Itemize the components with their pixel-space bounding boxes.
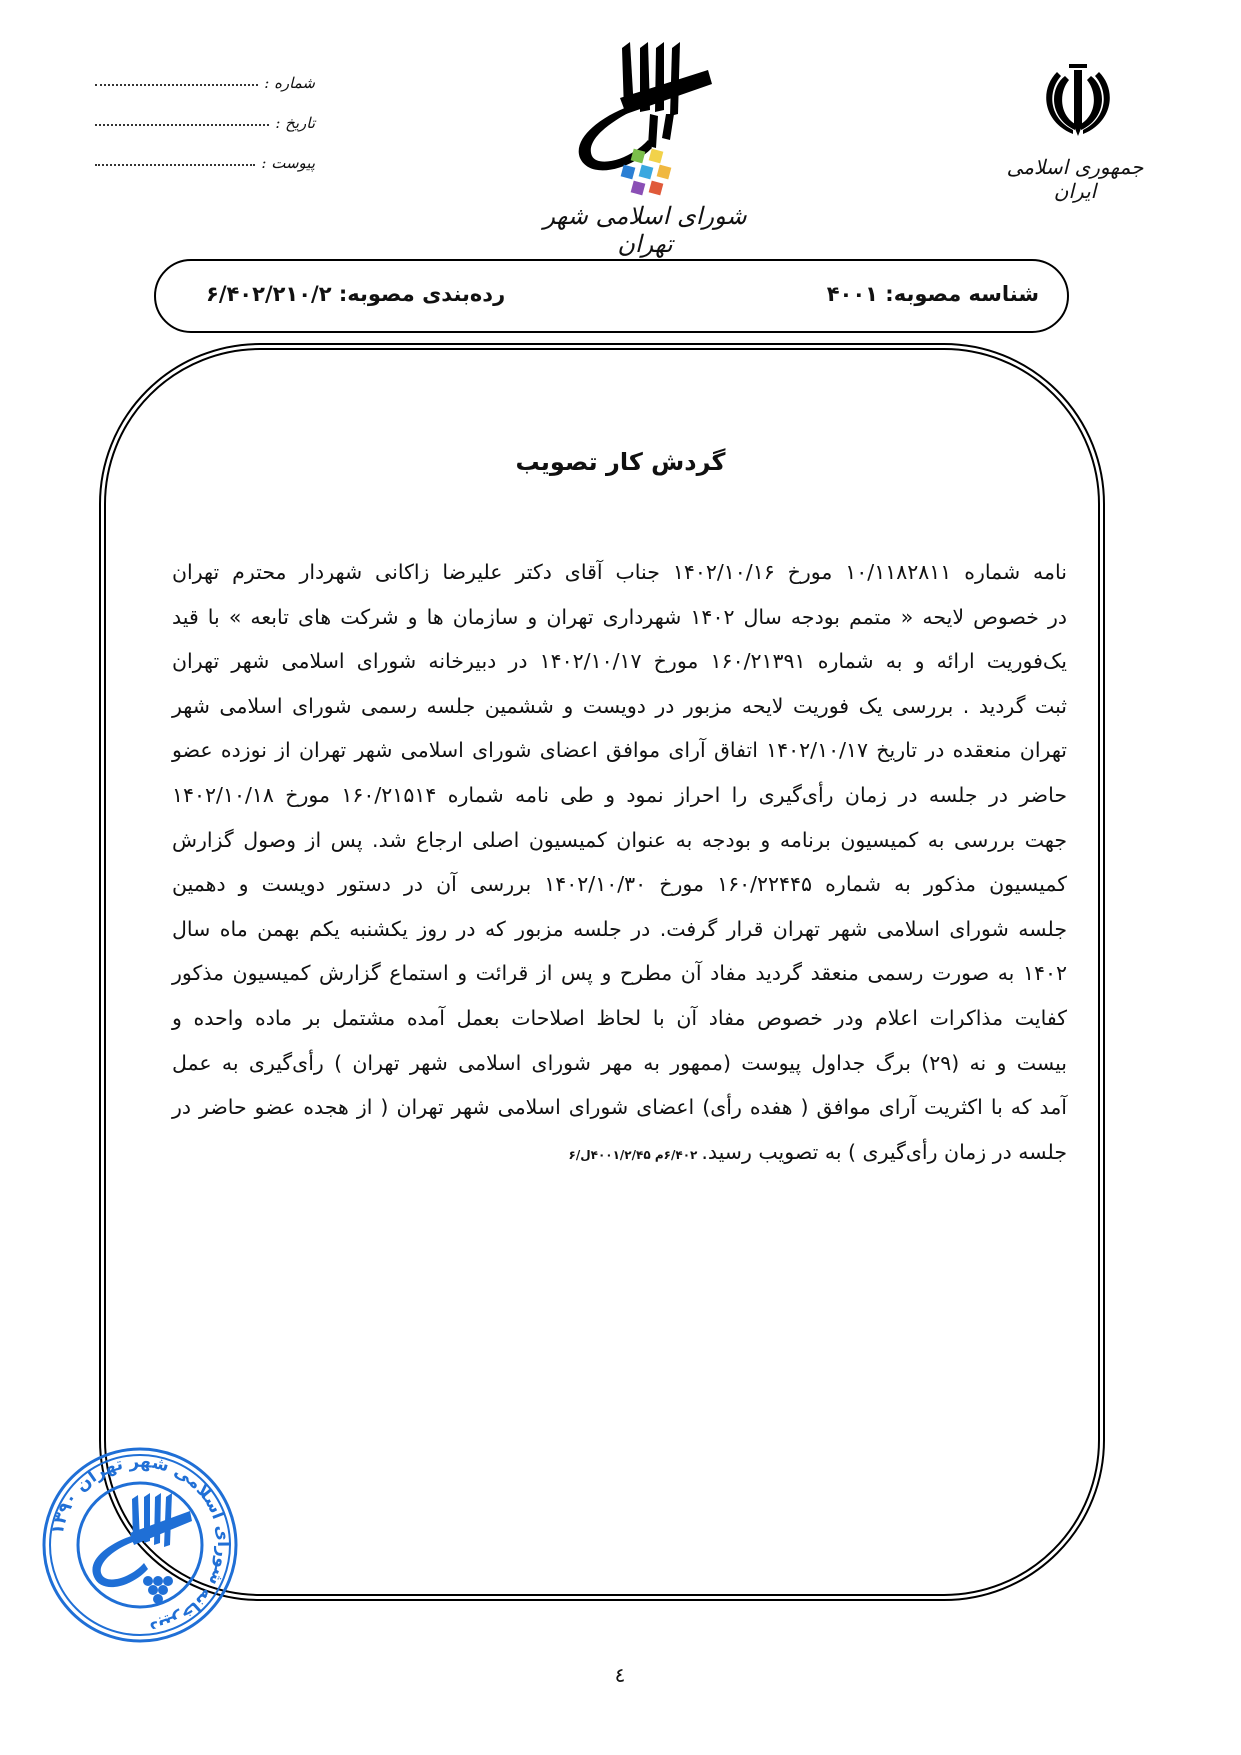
body-line: نامه شماره ۱۰/۱۱۸۲۸۱۱ مورخ ۱۴۰۲/۱۰/۱۶ جناب آقای دکتر علیرضا زاکانی شهردار محترم تهران xyxy=(172,560,1067,584)
republic-emblem-text: جمهوری اسلامی ایران xyxy=(1006,155,1144,203)
body-line: ۱۴۰۲ به صورت رسمی منعقد گردید مفاد آن مطرح و پس از قرائت و استماع گزارش کمیسیون مذکور xyxy=(172,961,1067,986)
attachment-field xyxy=(95,146,315,172)
resolution-classification: رده‌بندی مصوبه: ۶/۴۰۲/۲۱۰/۲ xyxy=(206,282,506,306)
date-label: تاریخ : xyxy=(275,114,315,132)
page-number: ٤ xyxy=(614,1663,626,1687)
body-line: حاضر در جلسه در زمان رأی‌گیری را احراز نمود و طی نامه شماره ۱۶۰/۲۱۵۱۴ مورخ ۱۴۰۲/۱۰/۱۸ xyxy=(172,782,1067,807)
resolution-info-box xyxy=(154,259,1069,333)
stamp-text xyxy=(48,1452,233,1638)
stamp-logo-icon xyxy=(92,1493,192,1604)
stamp-text-path: دبیرخانه شورای اسلامی شهر تهران ۱۳۹۰ xyxy=(47,1451,234,1638)
reference-code: ۶/۴۰۲م ۴۰۰۱/۲/۴۵ل/۶ xyxy=(568,1147,698,1162)
body-line: آمد که با اکثریت آرای موافق ( هفده رأی) اعضای شورای اسلامی شهر تهران ( از هجده عضو حاضر در xyxy=(172,1095,1067,1120)
emblem-icon xyxy=(1045,60,1111,140)
body-line: بیست و نه (۲۹) برگ جداول پیوست (ممهور به مهر شورای اسلامی شهر تهران ) رأی‌گیری به عمل xyxy=(172,1050,1067,1075)
body-line: تهران منعقده در تاریخ ۱۴۰۲/۱۰/۱۷ اتفاق آرای موافق اعضای شورای اسلامی شهر تهران از نوزده عضو xyxy=(172,738,1067,763)
attachment-label: پیوست : xyxy=(261,154,315,172)
council-logo-text: شورای اسلامی شهر تهران xyxy=(543,202,747,258)
council-logo xyxy=(530,40,760,258)
body-line: کفایت مذاکرات اعلام ودر خصوص مفاد آن با لحاظ اصلاحات بعمل آمده مشتمل بر ماده واحده و xyxy=(172,1005,1067,1030)
body-line-last-text: جلسه در زمان رأی‌گیری ) به تصویب رسید. xyxy=(701,1139,1067,1164)
number-field xyxy=(95,66,315,92)
attachment-dotted-line xyxy=(95,163,255,166)
body-line: کمیسیون مذکور به شماره ۱۶۰/۲۲۴۴۵ مورخ ۱۴۰۲/۱۰/۳۰ بررسی آن در دستور دویست و دهمین xyxy=(172,872,1067,897)
resolution-id: شناسه مصوبه: ۴۰۰۱ xyxy=(826,282,1039,306)
colored-tiles-icon xyxy=(618,148,678,200)
council-stamp xyxy=(40,1445,240,1645)
document-title: گردش کار تصویب xyxy=(515,448,726,476)
republic-emblem xyxy=(990,60,1160,203)
number-label: شماره : xyxy=(264,74,315,92)
number-dotted-line xyxy=(95,83,258,86)
body-line: در خصوص لایحه « متمم بودجه سال ۱۴۰۲ شهرداری تهران و سازمان ها و شرکت های تابعه » با قید xyxy=(172,604,1067,629)
document-body xyxy=(172,550,1067,1174)
body-line: جلسه شورای اسلامی شهر تهران قرار گرفت. در جلسه مزبور که در روز یکشنبه یکم بهمن ماه سال xyxy=(172,916,1067,941)
date-dotted-line xyxy=(95,123,269,126)
body-line: جهت بررسی به کمیسیون برنامه و بودجه به عنوان کمیسیون اصلی ارجاع شد. پس از وصول گزارش xyxy=(172,827,1067,852)
body-line: ثبت گردید . بررسی یک فوریت لایحه مزبور در دویست و ششمین جلسه رسمی شورای اسلامی شهر xyxy=(172,693,1067,718)
body-line-final xyxy=(172,1130,1067,1175)
date-field xyxy=(95,106,315,132)
body-line: یک‌فوریت ارائه و به شماره ۱۶۰/۲۱۳۹۱ مورخ ۱۴۰۲/۱۰/۱۷ در دبیرخانه شورای اسلامی شهر تهران xyxy=(172,649,1067,674)
